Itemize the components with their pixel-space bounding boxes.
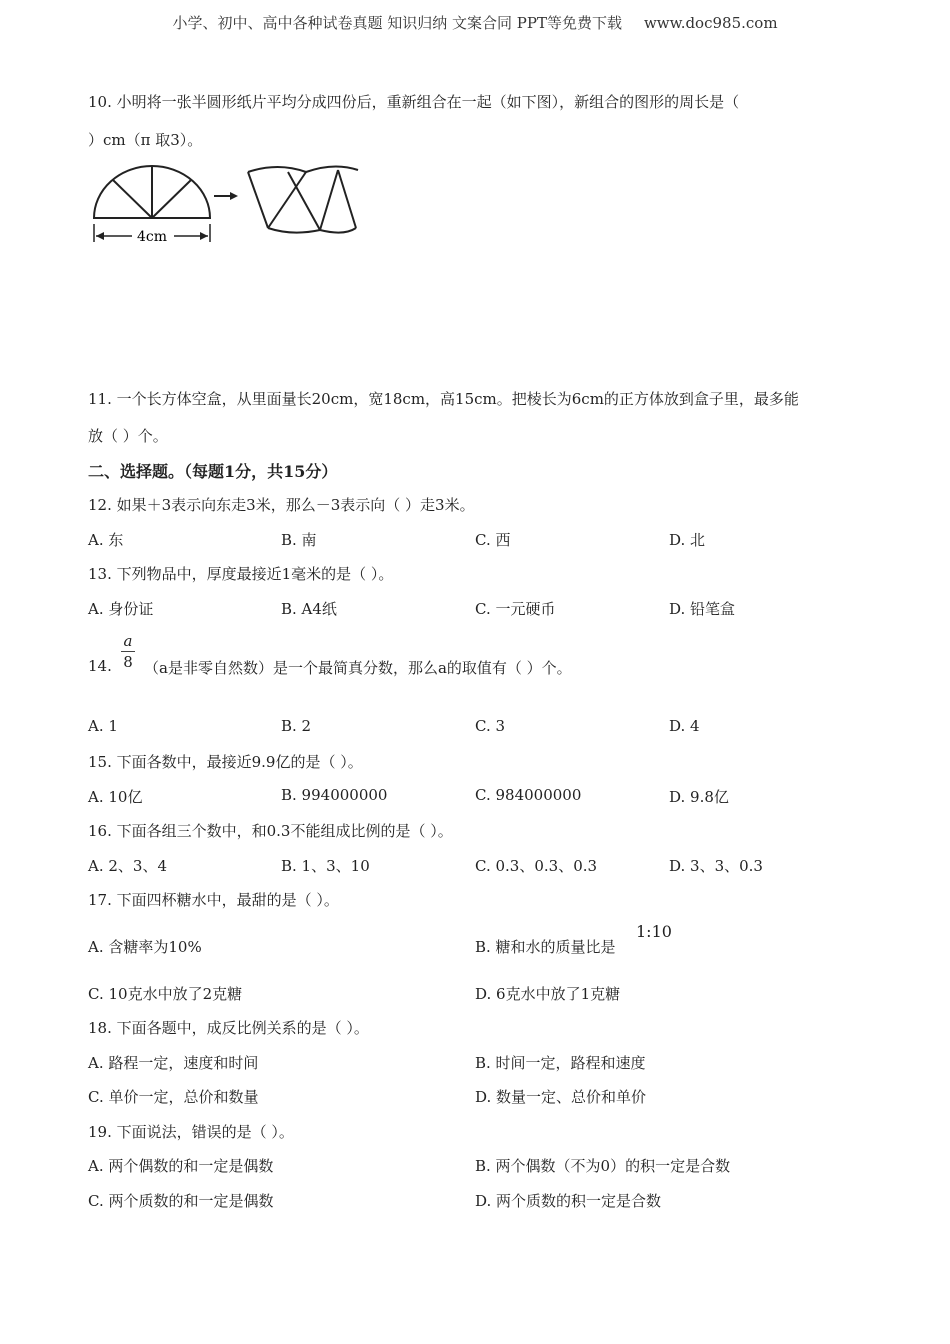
- header-site: www.doc985.com: [643, 14, 778, 32]
- q10-line2: ）cm（π 取3）。: [88, 131, 203, 149]
- q12-option-c: C. 西: [475, 531, 511, 549]
- header-text: 小学、初中、高中各种试卷真题 知识归纳 文案合同 PPT等免费下载: [172, 14, 622, 32]
- semicircle-diagram: [88, 160, 368, 250]
- q17-stem: 17. 下面四杯糖水中，最甜的是（ ）。: [88, 891, 339, 909]
- q15-option-b: B. 994000000: [281, 786, 388, 804]
- q13-option-a: A. 身份证: [88, 600, 154, 618]
- q17-option-a: A. 含糖率为10%: [88, 938, 202, 956]
- q12-stem: 12. 如果＋3表示向东走3米，那么－3表示向（ ）走3米。: [88, 496, 475, 514]
- dimension-label: 4cm: [136, 229, 168, 245]
- q14-fraction: [121, 633, 135, 670]
- q17-option-d: D. 6克水中放了1克糖: [475, 985, 621, 1003]
- fraction-denominator: 8: [123, 653, 133, 671]
- q12-option-d: D. 北: [669, 531, 706, 549]
- fraction-bar: [121, 651, 135, 652]
- q13-option-b: B. A4纸: [281, 600, 337, 618]
- q19-option-b: B. 两个偶数（不为0）的积一定是合数: [475, 1157, 731, 1175]
- page-header: [0, 12, 950, 33]
- q14-option-a: A. 1: [88, 717, 118, 735]
- q19-option-d: D. 两个质数的积一定是合数: [475, 1192, 662, 1210]
- q17-ratio: 1:10: [636, 922, 672, 941]
- q19-stem: 19. 下面说法，错误的是（ ）。: [88, 1123, 294, 1141]
- q13-option-d: D. 铅笔盒: [669, 600, 736, 618]
- q14-stem-prefix: 14.: [88, 657, 112, 675]
- q16-option-b: B. 1、3、10: [281, 857, 370, 875]
- q14-option-d: D. 4: [669, 717, 700, 735]
- q17-option-b: B. 糖和水的质量比是: [475, 938, 616, 956]
- q15-option-d: D. 9.8亿: [669, 788, 729, 806]
- q12-option-b: B. 南: [281, 531, 317, 549]
- q11-line2: 放（ ）个。: [88, 427, 168, 445]
- q10-figure: [88, 160, 368, 254]
- q18-option-a: A. 路程一定，速度和时间: [88, 1054, 259, 1072]
- q16-option-a: A. 2、3、4: [88, 857, 167, 875]
- q18-option-d: D. 数量一定、总价和单价: [475, 1088, 647, 1106]
- q16-stem: 16. 下面各组三个数中，和0.3不能组成比例的是（ ）。: [88, 822, 453, 840]
- q15-stem: 15. 下面各数中，最接近9.9亿的是（ ）。: [88, 753, 363, 771]
- q18-option-b: B. 时间一定，路程和速度: [475, 1054, 646, 1072]
- q14-option-c: C. 3: [475, 717, 506, 735]
- section-heading: 二、选择题。（每题1分，共15分）: [88, 462, 338, 481]
- q19-option-c: C. 两个质数的和一定是偶数: [88, 1192, 274, 1210]
- q11-line1: 11. 一个长方体空盒，从里面量长20cm，宽18cm，高15cm。把棱长为6cm的正方体放到盒子里，最多能: [88, 390, 799, 408]
- q13-stem: 13. 下列物品中，厚度最接近1毫米的是（ ）。: [88, 565, 394, 583]
- q13-option-c: C. 一元硬币: [475, 600, 556, 618]
- q18-stem: 18. 下面各题中，成反比例关系的是（ ）。: [88, 1019, 369, 1037]
- q14-stem: （a是非零自然数）是一个最简真分数，那么a的取值有（ ）个。: [144, 659, 572, 677]
- fraction-numerator: a: [123, 632, 133, 650]
- q19-option-a: A. 两个偶数的和一定是偶数: [88, 1157, 274, 1175]
- q18-option-c: C. 单价一定，总价和数量: [88, 1088, 259, 1106]
- q10-line1: 10. 小明将一张半圆形纸片平均分成四份后，重新组合在一起（如下图），新组合的图形的周长是（: [88, 93, 740, 111]
- q14-option-b: B. 2: [281, 717, 312, 735]
- q15-option-a: A. 10亿: [88, 788, 143, 806]
- q12-option-a: A. 东: [88, 531, 124, 549]
- q15-option-c: C. 984000000: [475, 786, 582, 804]
- q17-option-c: C. 10克水中放了2克糖: [88, 985, 243, 1003]
- q16-option-d: D. 3、3、0.3: [669, 857, 763, 875]
- q16-option-c: C. 0.3、0.3、0.3: [475, 857, 598, 875]
